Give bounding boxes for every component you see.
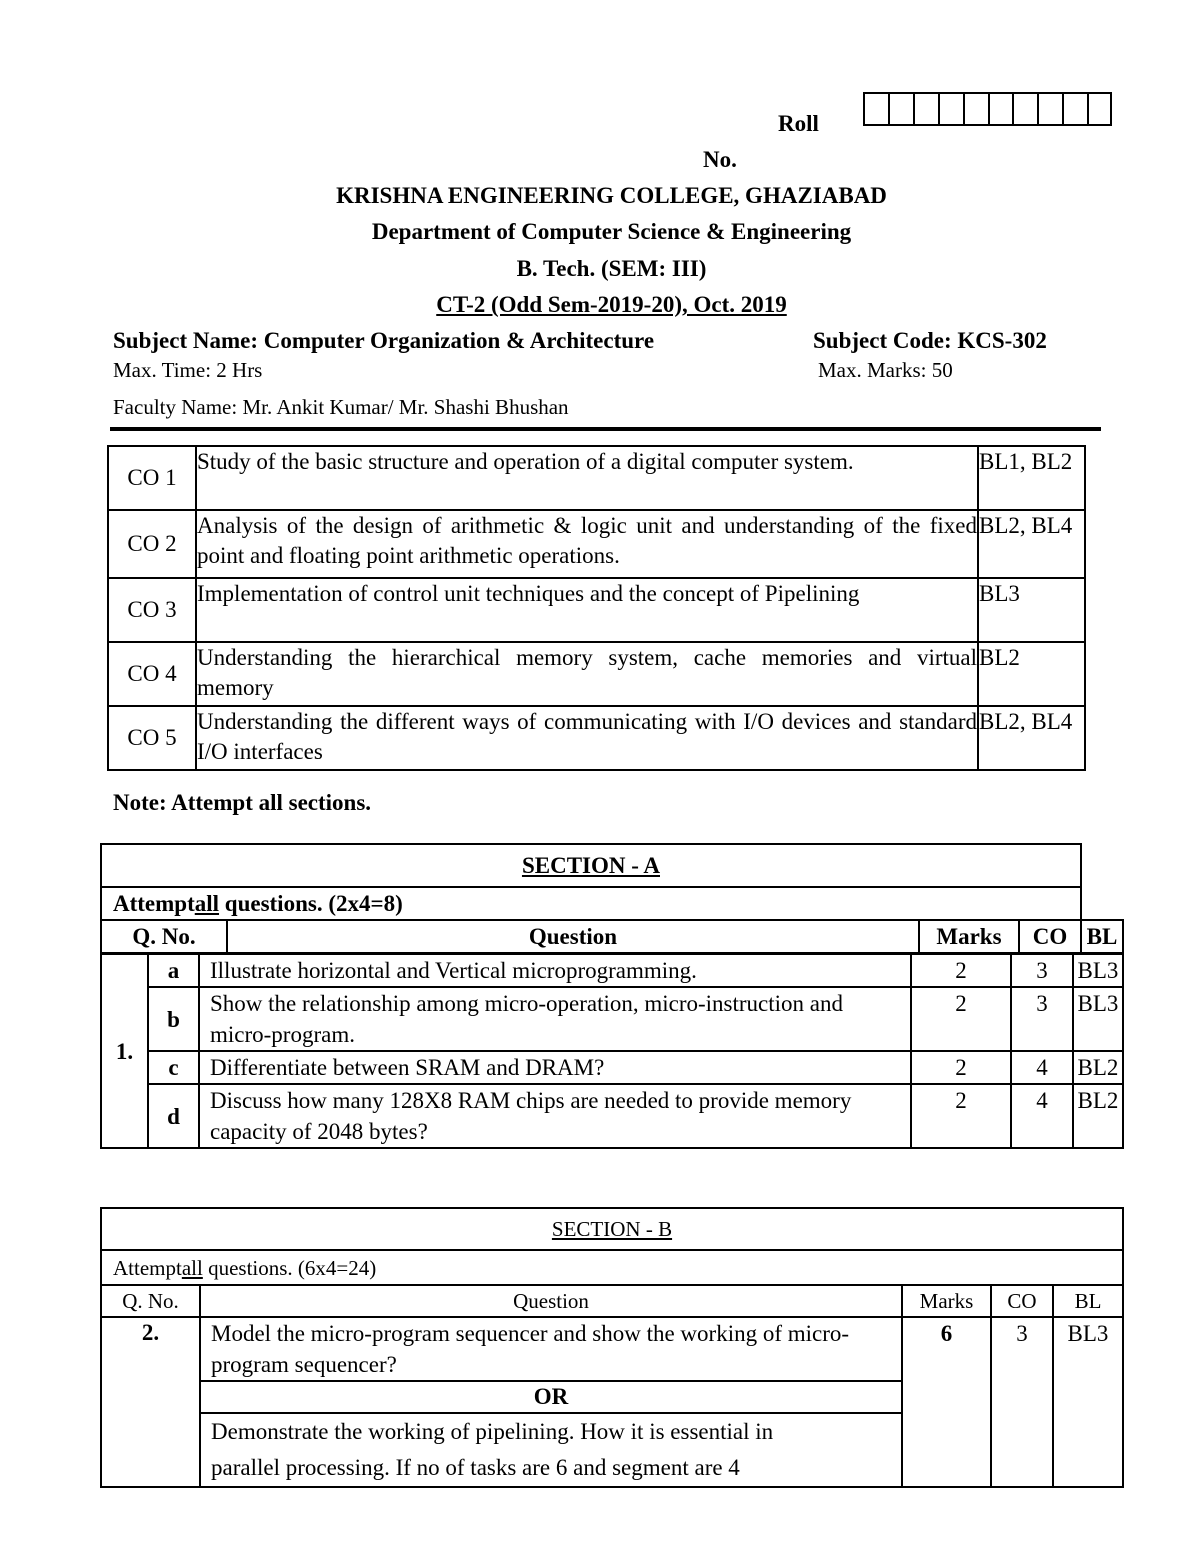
question-text-alt: [200, 1413, 902, 1487]
subject-code: [813, 328, 1047, 354]
subject-name-value: Computer Organization & Architecture: [263, 328, 655, 353]
question-part: b: [148, 987, 199, 1051]
question-co: 4: [1011, 1084, 1073, 1148]
question-bl: BL2: [1073, 1084, 1123, 1148]
subject-code-label: Subject Code:: [813, 328, 952, 353]
question-co: 4: [1011, 1051, 1073, 1084]
co-bloom-level: BL2: [978, 642, 1085, 706]
question-co: 3: [991, 1317, 1053, 1487]
question-row: [101, 1051, 1123, 1084]
roll-label: Roll: [778, 111, 819, 136]
co-bloom-level: BL2, BL4: [978, 706, 1085, 770]
co-description: Analysis of the design of arithmetic & logic unit and understanding of the fixed point and floating point arithmetic operations.: [196, 510, 978, 578]
question-bl: BL3: [1073, 987, 1123, 1051]
co-id: CO 4: [108, 642, 196, 706]
question-part: a: [148, 954, 199, 987]
header-qno: Q. No.: [101, 920, 227, 953]
question-co: 3: [1011, 987, 1073, 1051]
course-outcome-row: [108, 446, 1085, 510]
co-id: CO 3: [108, 578, 196, 642]
instruction-pre: Attempt: [113, 1255, 182, 1280]
section-a-title: SECTION - A: [521, 853, 660, 878]
subject-name-label: Subject Name:: [113, 328, 258, 353]
header-bl: BL: [1053, 1285, 1123, 1317]
question-marks: 2: [911, 954, 1011, 987]
program-name: B. Tech. (SEM: III): [516, 256, 707, 281]
college-name: KRISHNA ENGINEERING COLLEGE, GHAZIABAD: [336, 183, 887, 208]
co-id: CO 2: [108, 510, 196, 578]
or-divider: OR: [200, 1381, 902, 1413]
question-text-alt-line1: Demonstrate the working of pipelining. How it is essential in: [211, 1419, 774, 1444]
question-text: Illustrate horizontal and Vertical microprogramming.: [199, 954, 911, 987]
section-a-table: [100, 843, 1124, 954]
question-marks: 6: [902, 1317, 991, 1487]
course-outcome-row: [108, 706, 1085, 770]
header-question: Question: [227, 920, 919, 953]
co-description: Study of the basic structure and operation of a digital computer system.: [196, 446, 978, 510]
header-marks: Marks: [919, 920, 1019, 953]
question-part: c: [148, 1051, 199, 1084]
course-outcome-row: [108, 510, 1085, 578]
max-marks: Max. Marks: 50: [818, 358, 953, 382]
question-text: Differentiate between SRAM and DRAM?: [199, 1051, 911, 1084]
instruction-post: questions. (2x4=8): [224, 891, 403, 916]
instruction-pre: Attempt: [113, 891, 195, 916]
max-time: Max. Time: 2 Hrs: [113, 358, 263, 382]
roll-number-cell-divider: [1087, 92, 1089, 126]
course-outcome-row: [108, 578, 1085, 642]
note: Note: Attempt all sections.: [113, 790, 372, 815]
question-marks: 2: [911, 1084, 1011, 1148]
roll-number-cell-divider: [1062, 92, 1064, 126]
instruction-post: questions. (6x4=24): [208, 1255, 377, 1280]
instruction-all: all: [194, 891, 220, 916]
question-number: 2.: [101, 1317, 200, 1487]
roll-number-cell-divider: [1012, 92, 1014, 126]
section-a-questions: [100, 953, 1124, 1149]
header-co: CO: [1019, 920, 1081, 953]
co-id: CO 5: [108, 706, 196, 770]
header-qno: Q. No.: [101, 1285, 200, 1317]
question-text-alt-line2: parallel processing. If no of tasks are 6 and segment are 4: [211, 1455, 740, 1480]
subject-name: [113, 328, 654, 354]
question-text: Discuss how many 128X8 RAM chips are needed to provide memory capacity of 2048 bytes?: [199, 1084, 911, 1148]
section-b-instruction: [101, 1250, 1123, 1285]
section-b-title: SECTION - B: [551, 1217, 673, 1241]
question-bl: BL3: [1053, 1317, 1123, 1487]
question-text: Show the relationship among micro-operation, micro-instruction and micro-program.: [199, 987, 911, 1051]
roll-number-cell-divider: [888, 92, 890, 126]
question-bl: BL3: [1073, 954, 1123, 987]
faculty-name: Faculty Name: Mr. Ankit Kumar/ Mr. Shashi Bhushan: [113, 395, 569, 419]
co-description: Understanding the different ways of communicating with I/O devices and standard I/O interfaces: [196, 706, 978, 770]
header-question: Question: [200, 1285, 902, 1317]
roll-no-label: No.: [703, 147, 737, 172]
co-description: Implementation of control unit techniques and the concept of Pipelining: [196, 578, 978, 642]
question-text: Model the micro-program sequencer and show the working of micro-program sequencer?: [200, 1317, 902, 1381]
roll-number-cell-divider: [963, 92, 965, 126]
co-id: CO 1: [108, 446, 196, 510]
question-number: 1.: [101, 954, 148, 1148]
section-a-instruction: [101, 887, 1081, 920]
header-divider: [110, 427, 1101, 431]
roll-number-cell-divider: [938, 92, 940, 126]
section-b-table: [100, 1207, 1124, 1488]
roll-number-cell-divider: [913, 92, 915, 126]
course-outcome-table: [107, 445, 1086, 771]
instruction-all: all: [181, 1255, 203, 1280]
question-row: [101, 987, 1123, 1051]
question-row: [101, 954, 1123, 987]
question-co: 3: [1011, 954, 1073, 987]
question-bl: BL2: [1073, 1051, 1123, 1084]
co-bloom-level: BL3: [978, 578, 1085, 642]
question-marks: 2: [911, 987, 1011, 1051]
course-outcome-row: [108, 642, 1085, 706]
header-co: CO: [991, 1285, 1053, 1317]
department-name: Department of Computer Science & Engineering: [371, 219, 852, 244]
question-marks: 2: [911, 1051, 1011, 1084]
question-part: d: [148, 1084, 199, 1148]
roll-number-cell-divider: [1037, 92, 1039, 126]
subject-code-value: KCS-302: [957, 328, 1047, 353]
question-row: [101, 1084, 1123, 1148]
header-bl: BL: [1081, 920, 1123, 953]
co-bloom-level: BL1, BL2: [978, 446, 1085, 510]
co-description: Understanding the hierarchical memory system, cache memories and virtual memory: [196, 642, 978, 706]
roll-number-cell-divider: [988, 92, 990, 126]
co-bloom-level: BL2, BL4: [978, 510, 1085, 578]
header-marks: Marks: [902, 1285, 991, 1317]
exam-title: CT-2 (Odd Sem-2019-20), Oct. 2019: [436, 292, 787, 317]
